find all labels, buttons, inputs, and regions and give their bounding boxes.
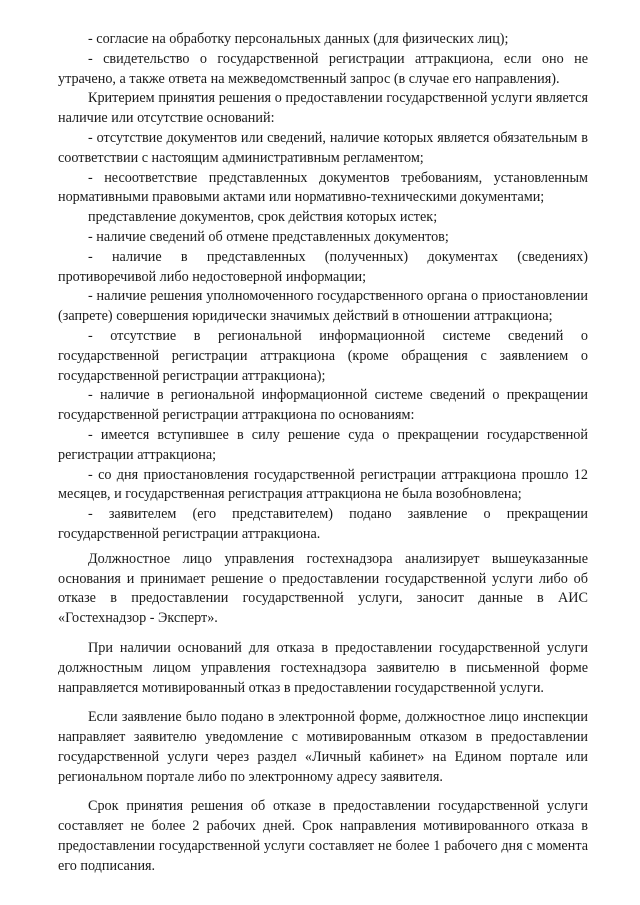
list-item-expired-documents: представление документов, срок действия которых истек; (88, 209, 438, 226)
deadline-paragraph: Срок принятия решения об отказе в предоставлении государственной услуги составляет не более 2 рабочих дней. Срок направления мотивированного отказа в предоставлении государственной услуги составляет не более 1 рабочего дня с момента его подписания. (58, 798, 588, 874)
document-body (58, 30, 588, 877)
sub-item-twelve-months: - со дня приостановления государственной регистрации аттракциона прошло 12 месяцев, и государственная регистрация аттракциона не была возобновлена; (58, 466, 588, 503)
list-item-cancelled-documents: - наличие сведений об отмене представленных документов; (88, 228, 449, 245)
list-item-missing-documents: - отсутствие документов или сведений, наличие которых является обязательным в соответствии с настоящим административным регламентом; (58, 129, 588, 166)
list-item-no-registration: - отсутствие в региональной информационной системе сведений о государственной регистрации аттракциона (кроме обращения с заявлением о государственной регистрации аттракциона); (58, 327, 588, 384)
refusal-written-paragraph: При наличии оснований для отказа в предоставлении государственной услуги должностным лицом управления гостехнадзора заявителю в письменной форме направляется мотивированный отказ в предоставлении государственной услуги. (58, 639, 588, 696)
electronic-refusal-paragraph: Если заявление было подано в электронной форме, должностное лицо инспекции направляет заявителю уведомление с мотивированным отказом в предоставлении государственной услуги через раздел «Личный кабинет» на Едином портале или региональном портале либо по электронному адресу заявителя. (58, 709, 588, 785)
list-item-contradictory-info: - наличие в представленных (полученных) документах (сведениях) противоречивой либо недостоверной информации; (58, 248, 588, 285)
sub-item-court-decision: - имеется вступившее в силу решение суда о прекращении государственной регистрации аттракциона; (58, 426, 588, 463)
list-item-termination: - наличие в региональной информационной системе сведений о прекращении государственной регистрации аттракциона по основаниям: (58, 387, 588, 424)
sub-item-applicant-request: - заявителем (его представителем) подано заявление о прекращении государственной регистрации аттракциона. (58, 506, 588, 542)
official-analysis-paragraph: Должностное лицо управления гостехнадзора анализирует вышеуказанные основания и принимает решение о предоставлении государственной услуги либо об отказе в предоставлении государственной услуги, заносит данные в АИС «Гостехнадзор - Эксперт». (58, 550, 588, 627)
list-item-consent: - согласие на обработку персональных данных (для физических лиц); (88, 31, 509, 47)
list-item-certificate: - свидетельство о государственной регистрации аттракциона, если оно не утрачено, а также ответа на межведомственный запрос (в случае его направления). (58, 50, 588, 87)
criteria-paragraph: Критерием принятия решения о предоставлении государственной услуги является наличие или отсутствие оснований: (58, 90, 588, 127)
list-item-suspension-decision: - наличие решения уполномоченного государственного органа о приостановлении (запрете) совершения юридически значимых действий в отношении аттракциона; (58, 288, 588, 325)
list-item-nonconformity: - несоответствие представленных документов требованиям, установленным нормативными правовыми актами или нормативно-техническими документами; (58, 169, 588, 206)
